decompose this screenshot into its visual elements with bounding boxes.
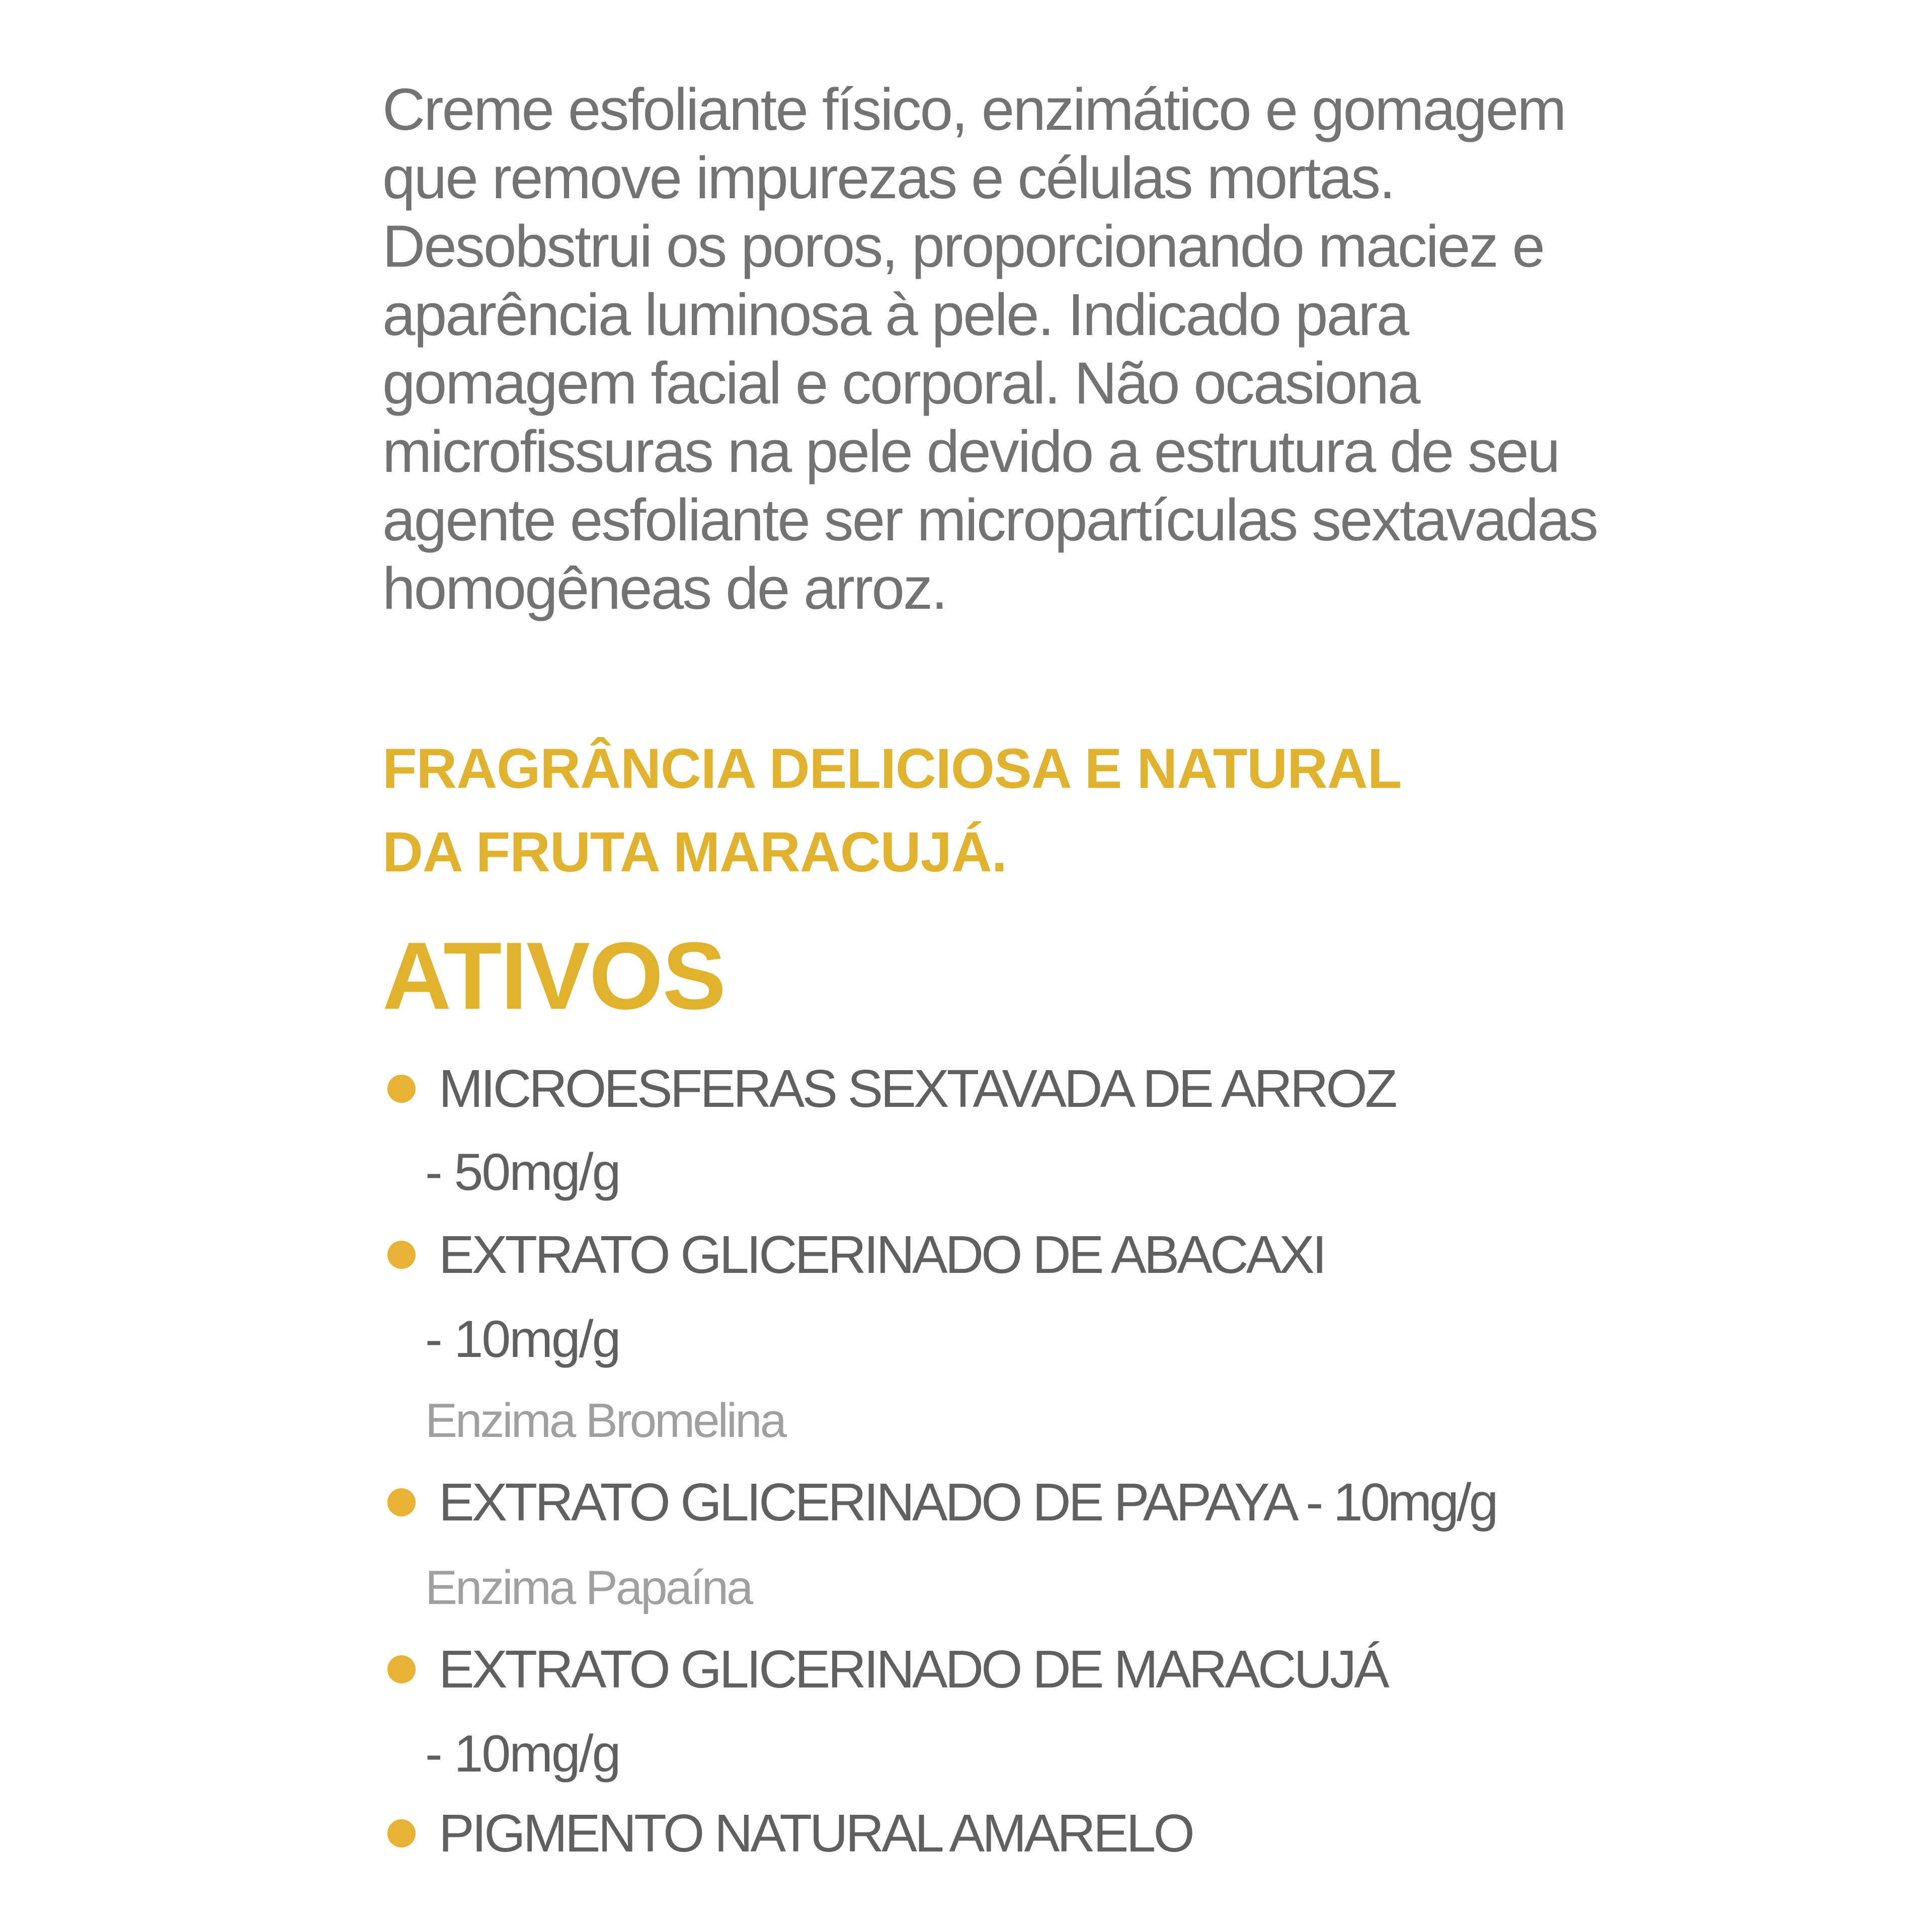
bullet-icon <box>387 1488 416 1516</box>
item-dose: - 50mg/g <box>425 1143 620 1201</box>
item-dose: - 10mg/g <box>425 1310 620 1369</box>
item-note: Enzima Papaína <box>425 1561 752 1615</box>
item-name: PIGMENTO NATURAL AMARELO <box>439 1804 1192 1863</box>
bullet-icon <box>387 1655 416 1683</box>
item-name: EXTRATO GLICERINADO DE PAPAYA - 10mg/g <box>439 1473 1496 1532</box>
bullet-icon <box>387 1819 416 1847</box>
item-name: MICROESFERAS SEXTAVADA DE ARROZ <box>439 1059 1395 1118</box>
bullet-icon <box>387 1075 416 1103</box>
fragrance-heading-line-1: FRAGRÂNCIA DELICIOSA E NATURAL <box>382 737 1402 800</box>
item-note: Enzima Bromelina <box>425 1394 785 1447</box>
item-dose: - 10mg/g <box>425 1725 620 1783</box>
item-name: EXTRATO GLICERINADO DE MARACUJÁ <box>439 1640 1387 1699</box>
product-description: Creme esfoliante físico, enzimático e gomagem que remove impurezas e células mortas. Desobstrui os poros, proporcionando maciez e aparência luminosa à pele. Indicado para gomagem facial e corporal. Não ocasiona microfissuras na pele devido a estrutura de seu agente esfoliante ser micropartículas sextavadas homogêneas de arroz. <box>382 76 1597 622</box>
fragrance-heading <box>382 727 1640 894</box>
item-name: EXTRATO GLICERINADO DE ABACAXI <box>439 1225 1325 1284</box>
ativos-title: ATIVOS <box>382 923 726 1029</box>
bullet-icon <box>387 1241 416 1269</box>
fragrance-heading-line-2: DA FRUTA MARACUJÁ. <box>382 821 1007 883</box>
